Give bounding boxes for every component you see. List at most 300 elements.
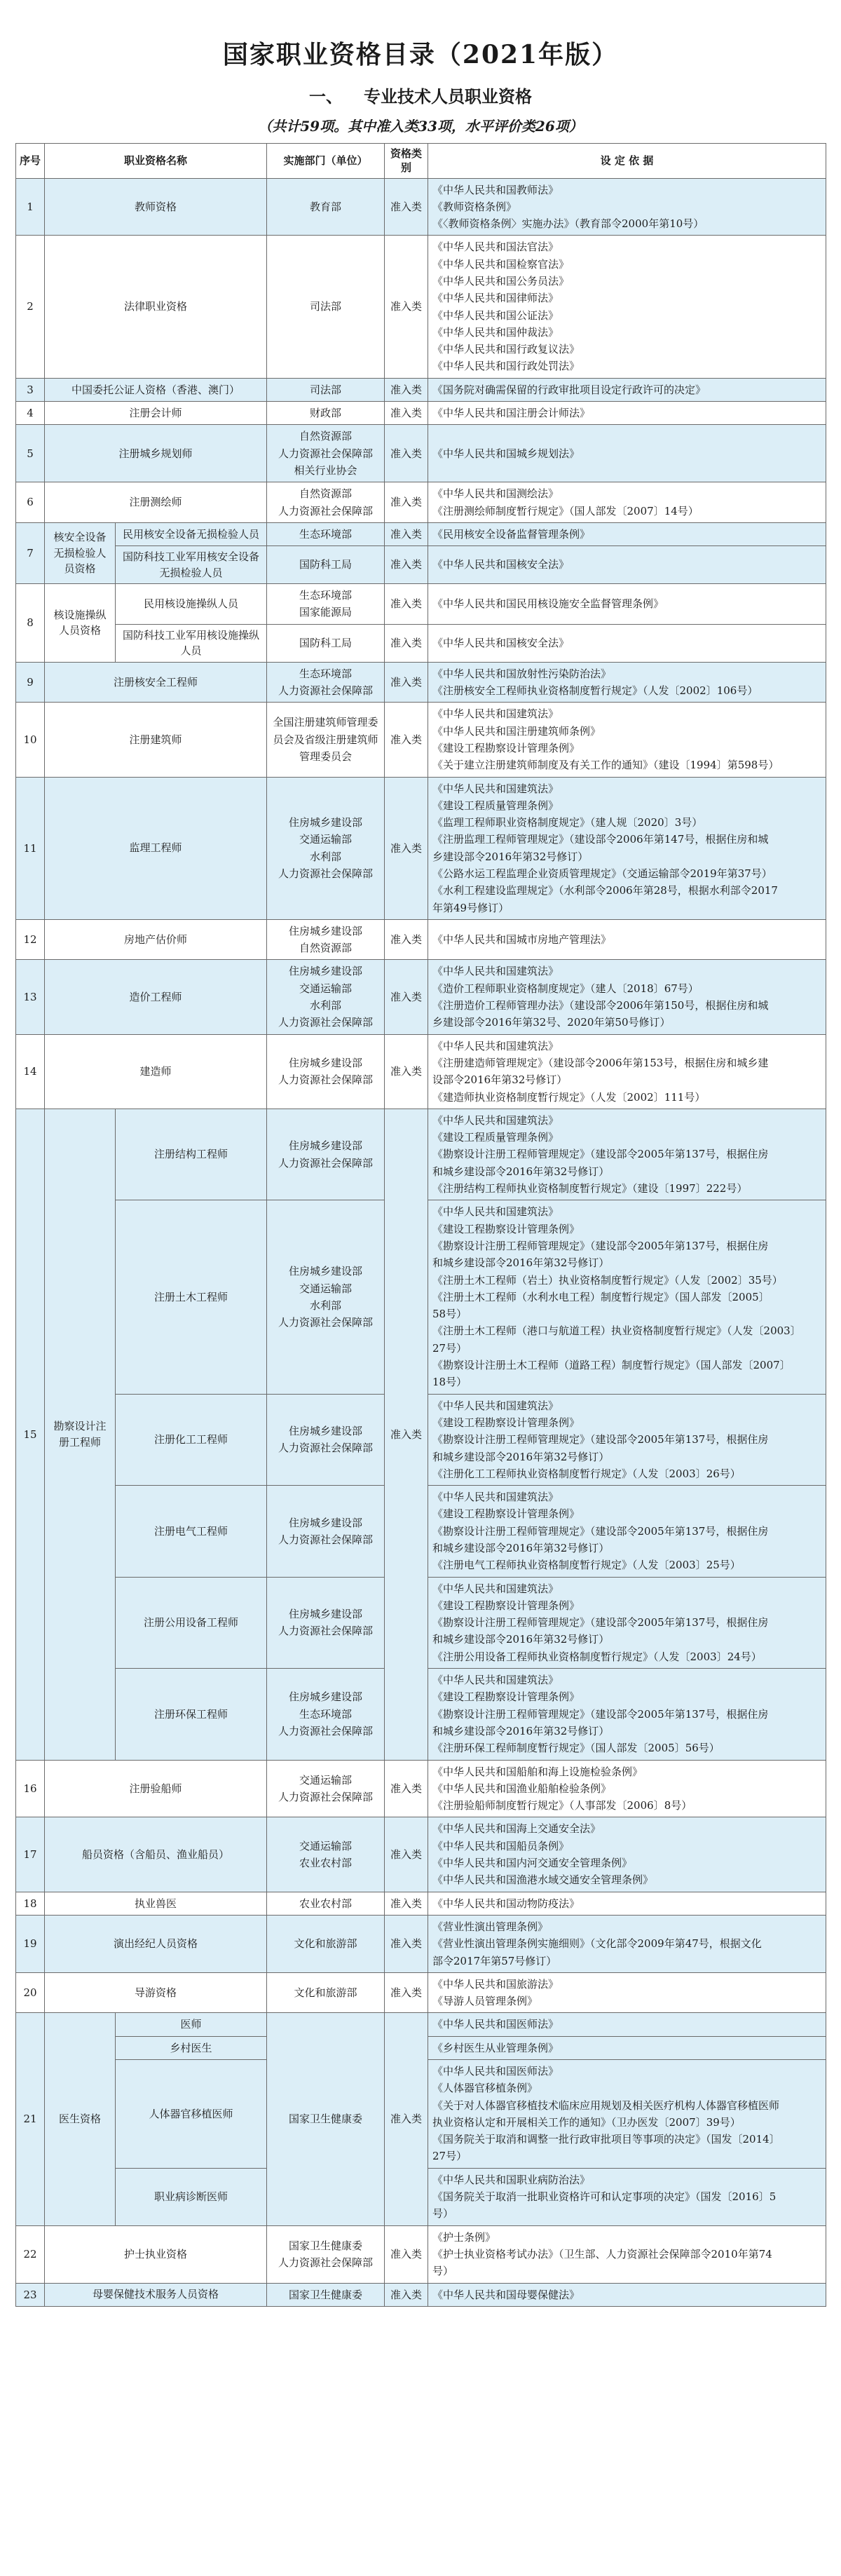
basis-line: 《中华人民共和国教师法》: [432, 183, 559, 196]
cell-seq: 2: [16, 236, 45, 378]
basis-line: 《注册测绘师制度暂行规定》（国人部发〔2007〕14号）: [432, 504, 699, 517]
basis-line: 《中华人民共和国放射性污染防治法》: [432, 667, 612, 680]
cell-group: 医生资格: [45, 2013, 116, 2225]
dept-line: 全国注册建筑师管理委员会及省级注册建筑师管理委员会: [273, 716, 378, 764]
basis-line: 《中华人民共和国动物防疫法》: [432, 1897, 580, 1910]
cell-seq: 10: [16, 703, 45, 777]
dept-line: 交通运输部: [299, 982, 353, 995]
cell-seq: 4: [16, 402, 45, 425]
basis-line: 《中华人民共和国旅游法》: [432, 1977, 559, 1991]
dept-line: 住房城乡建设部: [289, 1056, 363, 1069]
cell-dept: [267, 777, 385, 919]
cell-basis: [428, 1486, 826, 1577]
basis-line: 《人体器官移植条例》: [432, 2082, 538, 2095]
cell-name: 注册会计师: [45, 402, 267, 425]
basis-line: 和城乡建设部令2016年第32号修订）: [432, 1165, 610, 1178]
cell-type: 准入类: [385, 2013, 428, 2225]
cell-seq: 16: [16, 1760, 45, 1817]
cell-name: 注册化工工程师: [116, 1394, 267, 1485]
dept-line: 国家卫生健康委: [289, 2288, 363, 2301]
cell-basis: [428, 2013, 826, 2036]
basis-line: 《营业性演出管理条例实施细则》（文化部令2009年第47号，根据文化: [432, 1937, 762, 1951]
cell-type: 准入类: [385, 1915, 428, 1972]
basis-line: 《中华人民共和国建筑法》: [432, 1582, 559, 1595]
cell-type: 准入类: [385, 482, 428, 523]
cell-basis: [428, 402, 826, 425]
table-row: [16, 482, 826, 523]
basis-line: 《注册土木工程师（港口与航道工程）执业资格制度暂行规定》（人发〔2003〕: [432, 1324, 801, 1338]
dept-line: 生态环境部: [299, 589, 353, 602]
cell-seq: 19: [16, 1915, 45, 1972]
basis-line: 设部令2016年第32号修订）: [432, 1073, 568, 1087]
table-body: [16, 178, 826, 2306]
cell-type: 准入类: [385, 919, 428, 960]
basis-line: 《注册验船师制度暂行规定》（人事部发〔2006〕8号）: [432, 1799, 692, 1812]
dept-line: 自然资源部: [299, 942, 353, 955]
cell-dept: [267, 546, 385, 584]
dept-line: 住房城乡建设部: [289, 965, 363, 978]
cell-dept: [267, 960, 385, 1034]
cell-basis: [428, 482, 826, 523]
basis-line: 《中华人民共和国公务员法》: [432, 274, 570, 287]
basis-line: 《勘察设计注册工程师管理规定》（建设部令2005年第137号，根据住房: [432, 1239, 769, 1252]
dept-line: 自然资源部: [299, 487, 353, 501]
cell-type: 准入类: [385, 178, 428, 236]
basis-line: 《建设工程勘察设计管理条例》: [432, 1507, 580, 1521]
cell-type: 准入类: [385, 402, 428, 425]
table-row: [16, 425, 826, 482]
basis-line: 《民用核安全设备监督管理条例》: [432, 527, 591, 541]
basis-line: 《注册结构工程师执业资格制度暂行规定》（建设〔1997〕222号）: [432, 1182, 748, 1195]
cell-dept: [267, 584, 385, 625]
basis-line: 《建设工程勘察设计管理条例》: [432, 1222, 580, 1235]
cell-dept: [267, 378, 385, 401]
dept-line: 国家能源局: [299, 606, 353, 619]
basis-line: 《中华人民共和国建筑法》: [432, 1399, 559, 1412]
cell-basis: [428, 919, 826, 960]
basis-line: 《导游人员管理条例》: [432, 1995, 538, 2008]
cell-basis: [428, 1394, 826, 1485]
basis-line: 《中华人民共和国船员条例》: [432, 1839, 570, 1852]
cell-type: 准入类: [385, 2283, 428, 2306]
table-row: [16, 402, 826, 425]
basis-line: 《中华人民共和国内河交通安全管理条例》: [432, 1857, 633, 1870]
cell-dept: [267, 1669, 385, 1760]
basis-line: 《中华人民共和国公证法》: [432, 309, 559, 322]
basis-line: 《乡村医生从业管理条例》: [432, 2041, 559, 2054]
section-number: 一、: [309, 86, 343, 107]
basis-line: 《勘察设计注册工程师管理规定》（建设部令2005年第137号，根据住房: [432, 1433, 769, 1446]
basis-line: 《中华人民共和国行政处罚法》: [432, 360, 580, 373]
basis-line: 《注册电气工程师执业资格制度暂行规定》（人发〔2003〕25号）: [432, 1559, 741, 1572]
cell-basis: [428, 624, 826, 662]
basis-line: 和城乡建设部令2016年第32号修订）: [432, 1541, 610, 1554]
dept-line: 生态环境部: [299, 1707, 353, 1721]
basis-line: 27号）: [432, 2150, 467, 2163]
cell-name: 国防科技工业军用核安全设备无损检验人员: [116, 546, 267, 584]
cell-name: 注册建筑师: [45, 703, 267, 777]
cell-basis: [428, 2168, 826, 2225]
cell-dept: [267, 402, 385, 425]
basis-line: 号）: [432, 2265, 454, 2278]
basis-line: 《关于建立注册建筑师制度及有关工作的通知》（建设〔1994〕第598号）: [432, 759, 779, 772]
cell-seq: 20: [16, 1972, 45, 2013]
basis-line: 58号）: [432, 1308, 467, 1321]
cell-dept: [267, 1394, 385, 1485]
basis-line: 18号）: [432, 1376, 467, 1389]
table-row: [16, 1972, 826, 2013]
cell-basis: [428, 1109, 826, 1200]
basis-line: 《建设工程勘察设计管理条例》: [432, 1599, 580, 1612]
qualification-table: [15, 143, 826, 2307]
cell-seq: 23: [16, 2283, 45, 2306]
cell-name: 房地产估价师: [45, 919, 267, 960]
basis-line: 《中华人民共和国母婴保健法》: [432, 2288, 580, 2301]
cell-dept: [267, 2283, 385, 2306]
cell-basis: [428, 703, 826, 777]
dept-line: 生态环境部: [299, 527, 353, 541]
basis-line: 《注册建造师管理规定》（建设部令2006年第153号，根据住房和城乡建: [432, 1056, 769, 1069]
dept-line: 人力资源社会保障部: [278, 504, 374, 517]
cell-basis: [428, 546, 826, 584]
cell-seq: 17: [16, 1817, 45, 1892]
cell-seq: 14: [16, 1034, 45, 1109]
dept-line: 教育部: [310, 200, 342, 213]
cell-name: 注册核安全工程师: [45, 662, 267, 703]
basis-line: 《中华人民共和国渔港水域交通安全管理条例》: [432, 1873, 654, 1887]
cell-group: 核安全设备无损检验人员资格: [45, 522, 116, 583]
section-title: 专业技术人员职业资格: [364, 86, 532, 107]
dept-line: 财政部: [310, 407, 342, 420]
dept-line: 人力资源社会保障部: [278, 1625, 374, 1638]
cell-seq: 18: [16, 1892, 45, 1915]
basis-line: 《勘察设计注册土木工程师（道路工程）制度暂行规定》（国人部发〔2007〕: [432, 1359, 791, 1372]
dept-line: 交通运输部: [299, 1773, 353, 1787]
cell-name: 母婴保健技术服务人员资格: [45, 2283, 267, 2306]
cell-name: 建造师: [45, 1034, 267, 1109]
cell-name: 注册土木工程师: [116, 1200, 267, 1394]
dept-line: 人力资源社会保障部: [278, 1016, 374, 1029]
basis-line: 《教师资格条例》: [432, 200, 517, 213]
cell-seq: 9: [16, 662, 45, 703]
basis-line: 号）: [432, 2207, 454, 2221]
cell-type: 准入类: [385, 1892, 428, 1915]
dept-line: 交通运输部: [299, 1282, 353, 1295]
dept-line: 住房城乡建设部: [289, 1516, 363, 1529]
cell-dept: [267, 624, 385, 662]
cell-basis: [428, 2036, 826, 2059]
cell-name: 导游资格: [45, 1972, 267, 2013]
basis-line: 《中华人民共和国医师法》: [432, 2065, 559, 2077]
basis-line: 《中华人民共和国建筑法》: [432, 965, 559, 978]
basis-line: 《造价工程师职业资格制度规定》（建人〔2018〕67号）: [432, 982, 699, 995]
cell-name: 监理工程师: [45, 777, 267, 919]
basis-line: 《监理工程师职业资格制度规定》（建人规〔2020〕3号）: [432, 816, 703, 829]
basis-line: 《中华人民共和国行政复议法》: [432, 343, 580, 356]
dept-line: 自然资源部: [299, 430, 353, 443]
cell-dept: [267, 425, 385, 482]
basis-line: 《中华人民共和国核安全法》: [432, 637, 570, 650]
cell-seq: 7: [16, 522, 45, 583]
basis-line: 《国务院关于取消和调整一批行政审批项目等事项的决定》（国发〔2014〕: [432, 2133, 780, 2146]
cell-dept: [267, 1760, 385, 1817]
basis-line: 《中华人民共和国律师法》: [432, 292, 559, 305]
basis-line: 《中华人民共和国海上交通安全法》: [432, 1822, 601, 1836]
cell-basis: [428, 584, 826, 625]
basis-line: 《中华人民共和国注册会计师法》: [432, 407, 591, 420]
cell-dept: [267, 178, 385, 236]
cell-basis: [428, 2060, 826, 2169]
basis-line: 和城乡建设部令2016年第32号修订）: [432, 1724, 610, 1737]
cell-basis: [428, 378, 826, 401]
table-row: [16, 1760, 826, 1817]
basis-line: 《建设工程质量管理条例》: [432, 799, 559, 812]
dept-line: 交通运输部: [299, 833, 353, 846]
dept-line: 人力资源社会保障部: [278, 447, 374, 460]
table-row: [16, 2225, 826, 2283]
basis-line: 《中华人民共和国渔业船舶检验条例》: [432, 1782, 612, 1795]
dept-line: 水利部: [310, 1299, 342, 1312]
cell-seq: 5: [16, 425, 45, 482]
cell-basis: [428, 2283, 826, 2306]
cell-name: 国防科技工业军用核设施操纵人员: [116, 624, 267, 662]
dept-line: 交通运输部: [299, 1839, 353, 1852]
cell-dept: [267, 1034, 385, 1109]
basis-line: 27号）: [432, 1341, 467, 1355]
cell-seq: 6: [16, 482, 45, 523]
basis-line: 《注册监理工程师管理规定》（建设部令2006年第147号，根据住房和城: [432, 833, 769, 846]
basis-line: 《注册环保工程师制度暂行规定》（国人部发〔2005〕56号）: [432, 1742, 720, 1755]
table-row: [16, 178, 826, 236]
basis-line: 《中华人民共和国检察官法》: [432, 257, 570, 271]
cell-seq: 22: [16, 2225, 45, 2283]
table-row: [16, 777, 826, 919]
cell-name: 注册验船师: [45, 1760, 267, 1817]
basis-line: 《中华人民共和国建筑法》: [432, 1491, 559, 1504]
basis-line: 《中华人民共和国注册建筑师条例》: [432, 724, 601, 738]
cell-seq: 21: [16, 2013, 45, 2225]
table-row: [16, 378, 826, 401]
cell-type: 准入类: [385, 1034, 428, 1109]
table-row: [16, 584, 826, 625]
cell-type: 准入类: [385, 624, 428, 662]
cell-group: 勘察设计注册工程师: [45, 1109, 116, 1760]
dept-line: 住房城乡建设部: [289, 924, 363, 937]
basis-line: 《注册公用设备工程师执业资格制度暂行规定》（人发〔2003〕24号）: [432, 1650, 762, 1663]
cell-dept: [267, 1486, 385, 1577]
basis-line: 和城乡建设部令2016年第32号修订）: [432, 1450, 610, 1463]
table-row: [16, 546, 826, 584]
dept-line: 水利部: [310, 999, 342, 1012]
dept-line: 司法部: [310, 383, 342, 396]
cell-seq: 15: [16, 1109, 45, 1760]
cell-type: 准入类: [385, 236, 428, 378]
cell-dept: [267, 1915, 385, 1972]
basis-line: 《中华人民共和国建筑法》: [432, 1113, 559, 1127]
cell-seq: 1: [16, 178, 45, 236]
table-row: [16, 703, 826, 777]
basis-line: 《建设工程勘察设计管理条例》: [432, 741, 580, 754]
cell-basis: [428, 425, 826, 482]
basis-line: 《建设工程质量管理条例》: [432, 1131, 559, 1144]
basis-line: 《勘察设计注册工程师管理规定》（建设部令2005年第137号，根据住房: [432, 1524, 769, 1538]
cell-name: 人体器官移植医师: [116, 2060, 267, 2169]
cell-seq: 11: [16, 777, 45, 919]
basis-line: 《中华人民共和国建筑法》: [432, 707, 559, 721]
cell-basis: [428, 1972, 826, 2013]
basis-line: 《勘察设计注册工程师管理规定》（建设部令2005年第137号，根据住房: [432, 1616, 769, 1629]
basis-line: 乡建设部令2016年第32号修订）: [432, 850, 589, 863]
cell-dept: [267, 1817, 385, 1892]
cell-basis: [428, 2225, 826, 2283]
cell-name: 医师: [116, 2013, 267, 2036]
basis-line: 《关于对人体器官移植技术临床应用规划及相关医疗机构人体器官移植医师: [432, 2099, 780, 2112]
cell-basis: [428, 1577, 826, 1668]
cell-basis: [428, 960, 826, 1034]
cell-name: 法律职业资格: [45, 236, 267, 378]
cell-type: 准入类: [385, 777, 428, 919]
dept-line: 人力资源社会保障部: [278, 1073, 374, 1087]
header-basis: 设 定 依 据: [428, 144, 826, 179]
page-title: 国家职业资格目录（2021年版）: [222, 40, 619, 69]
cell-dept: [267, 1109, 385, 1200]
cell-seq: 13: [16, 960, 45, 1034]
table-row: [16, 624, 826, 662]
dept-line: 人力资源社会保障部: [278, 1790, 374, 1803]
cell-name: 注册城乡规划师: [45, 425, 267, 482]
cell-name: 注册测绘师: [45, 482, 267, 523]
cell-name: 注册环保工程师: [116, 1669, 267, 1760]
cell-name: 演出经纪人员资格: [45, 1915, 267, 1972]
basis-line: 《勘察设计注册工程师管理规定》（建设部令2005年第137号，根据住房: [432, 1148, 769, 1161]
basis-line: 和城乡建设部令2016年第32号修订）: [432, 1256, 610, 1270]
table-row: [16, 1817, 826, 1892]
cell-seq: 12: [16, 919, 45, 960]
cell-type: 准入类: [385, 2225, 428, 2283]
dept-line: 人力资源社会保障部: [278, 867, 374, 880]
dept-line: 国防科工局: [299, 637, 353, 650]
basis-line: 《勘察设计注册工程师管理规定》（建设部令2005年第137号，根据住房: [432, 1707, 769, 1721]
basis-line: 《注册土木工程师（水利水电工程）制度暂行规定》（国人部发〔2005〕: [432, 1290, 770, 1303]
dept-line: 生态环境部: [299, 667, 353, 680]
basis-line: 《水利工程建设监理规定》（水利部令2006年第28号，根据水利部令2017: [432, 884, 778, 897]
basis-line: 《建设工程勘察设计管理条例》: [432, 1416, 580, 1429]
cell-basis: [428, 1034, 826, 1109]
table-row: [16, 2283, 826, 2306]
cell-type: 准入类: [385, 1817, 428, 1892]
cell-dept: [267, 236, 385, 378]
cell-dept: [267, 703, 385, 777]
basis-line: 《护士条例》: [432, 2230, 496, 2244]
table-row: [16, 236, 826, 378]
dept-line: 农业农村部: [299, 1857, 353, 1870]
basis-line: 《中华人民共和国仲裁法》: [432, 325, 559, 339]
dept-line: 国防科工局: [299, 558, 353, 571]
basis-line: 《中华人民共和国建筑法》: [432, 1674, 559, 1687]
dept-line: 住房城乡建设部: [289, 1425, 363, 1438]
cell-name: 中国委托公证人资格（香港、澳门）: [45, 378, 267, 401]
cell-dept: [267, 919, 385, 960]
basis-line: 《中华人民共和国建筑法》: [432, 782, 559, 795]
cell-basis: [428, 1200, 826, 1394]
cell-dept: [267, 2013, 385, 2225]
cell-basis: [428, 1760, 826, 1817]
table-row: [16, 1034, 826, 1109]
cell-dept: [267, 482, 385, 523]
dept-line: 人力资源社会保障部: [278, 684, 374, 698]
cell-name: 注册电气工程师: [116, 1486, 267, 1577]
basis-line: 《营业性演出管理条例》: [432, 1920, 549, 1933]
cell-seq: 8: [16, 584, 45, 663]
cell-name: 造价工程师: [45, 960, 267, 1034]
basis-line: 年第49号修订）: [432, 901, 510, 914]
basis-line: 《建设工程勘察设计管理条例》: [432, 1690, 580, 1704]
basis-line: 《注册核安全工程师执业资格制度暂行规定》（人发〔2002〕106号）: [432, 684, 758, 698]
cell-type: 准入类: [385, 522, 428, 545]
basis-line: 和城乡建设部令2016年第32号修订）: [432, 1633, 610, 1646]
dept-line: 住房城乡建设部: [289, 816, 363, 829]
cell-dept: [267, 662, 385, 703]
section-summary: （共计59项。其中准入类33项，水平评价类26项）: [258, 118, 583, 135]
table-row: [16, 2013, 826, 2036]
cell-name: 教师资格: [45, 178, 267, 236]
basis-line: 《中华人民共和国建筑法》: [432, 1205, 559, 1219]
cell-type: 准入类: [385, 662, 428, 703]
dept-line: 国家卫生健康委: [289, 2113, 363, 2126]
cell-type: 准入类: [385, 960, 428, 1034]
cell-basis: [428, 1669, 826, 1760]
basis-line: 《中华人民共和国法官法》: [432, 240, 559, 254]
basis-line: 《公路水运工程监理企业资质管理规定》（交通运输部令2019年第37号）: [432, 867, 772, 880]
dept-line: 人力资源社会保障部: [278, 2256, 374, 2270]
basis-line: 《护士执业资格考试办法》（卫生部、人力资源社会保障部令2010年第74: [432, 2247, 772, 2260]
cell-basis: [428, 236, 826, 378]
header-dept: 实施部门（单位）: [267, 144, 385, 179]
cell-name: 乡村医生: [116, 2036, 267, 2059]
dept-line: 人力资源社会保障部: [278, 1156, 374, 1170]
dept-line: 相关行业协会: [294, 463, 357, 477]
basis-line: 《中华人民共和国医师法》: [432, 2018, 559, 2031]
header-type: 资格类别: [385, 144, 428, 179]
dept-line: 文化和旅游部: [294, 1937, 357, 1951]
cell-dept: [267, 2225, 385, 2283]
cell-name: 注册公用设备工程师: [116, 1577, 267, 1668]
cell-name: 职业病诊断医师: [116, 2168, 267, 2225]
cell-type: 准入类: [385, 1972, 428, 2013]
basis-line: 《中华人民共和国职业病防治法》: [432, 2173, 591, 2186]
cell-name: 民用核安全设备无损检验人员: [116, 522, 267, 545]
basis-line: 《中华人民共和国船舶和海上设施检验条例》: [432, 1765, 643, 1778]
cell-basis: [428, 522, 826, 545]
cell-basis: [428, 1817, 826, 1892]
basis-line: 《中华人民共和国民用核设施安全监督管理条例》: [432, 597, 664, 611]
cell-basis: [428, 662, 826, 703]
cell-dept: [267, 1972, 385, 2013]
dept-line: 住房城乡建设部: [289, 1139, 363, 1153]
basis-line: 《注册化工工程师执业资格制度暂行规定》（人发〔2003〕26号）: [432, 1467, 741, 1480]
table-row: [16, 960, 826, 1034]
cell-name: 船员资格（含船员、渔业船员）: [45, 1817, 267, 1892]
cell-seq: 3: [16, 378, 45, 401]
cell-type: 准入类: [385, 703, 428, 777]
dept-line: 司法部: [310, 300, 342, 313]
table-row: [16, 919, 826, 960]
cell-group: 核设施操纵人员资格: [45, 584, 116, 663]
cell-dept: [267, 1577, 385, 1668]
table-row: [16, 662, 826, 703]
basis-line: 《注册造价工程师管理办法》（建设部令2006年第150号，根据住房和城: [432, 999, 769, 1012]
cell-type: 准入类: [385, 378, 428, 401]
